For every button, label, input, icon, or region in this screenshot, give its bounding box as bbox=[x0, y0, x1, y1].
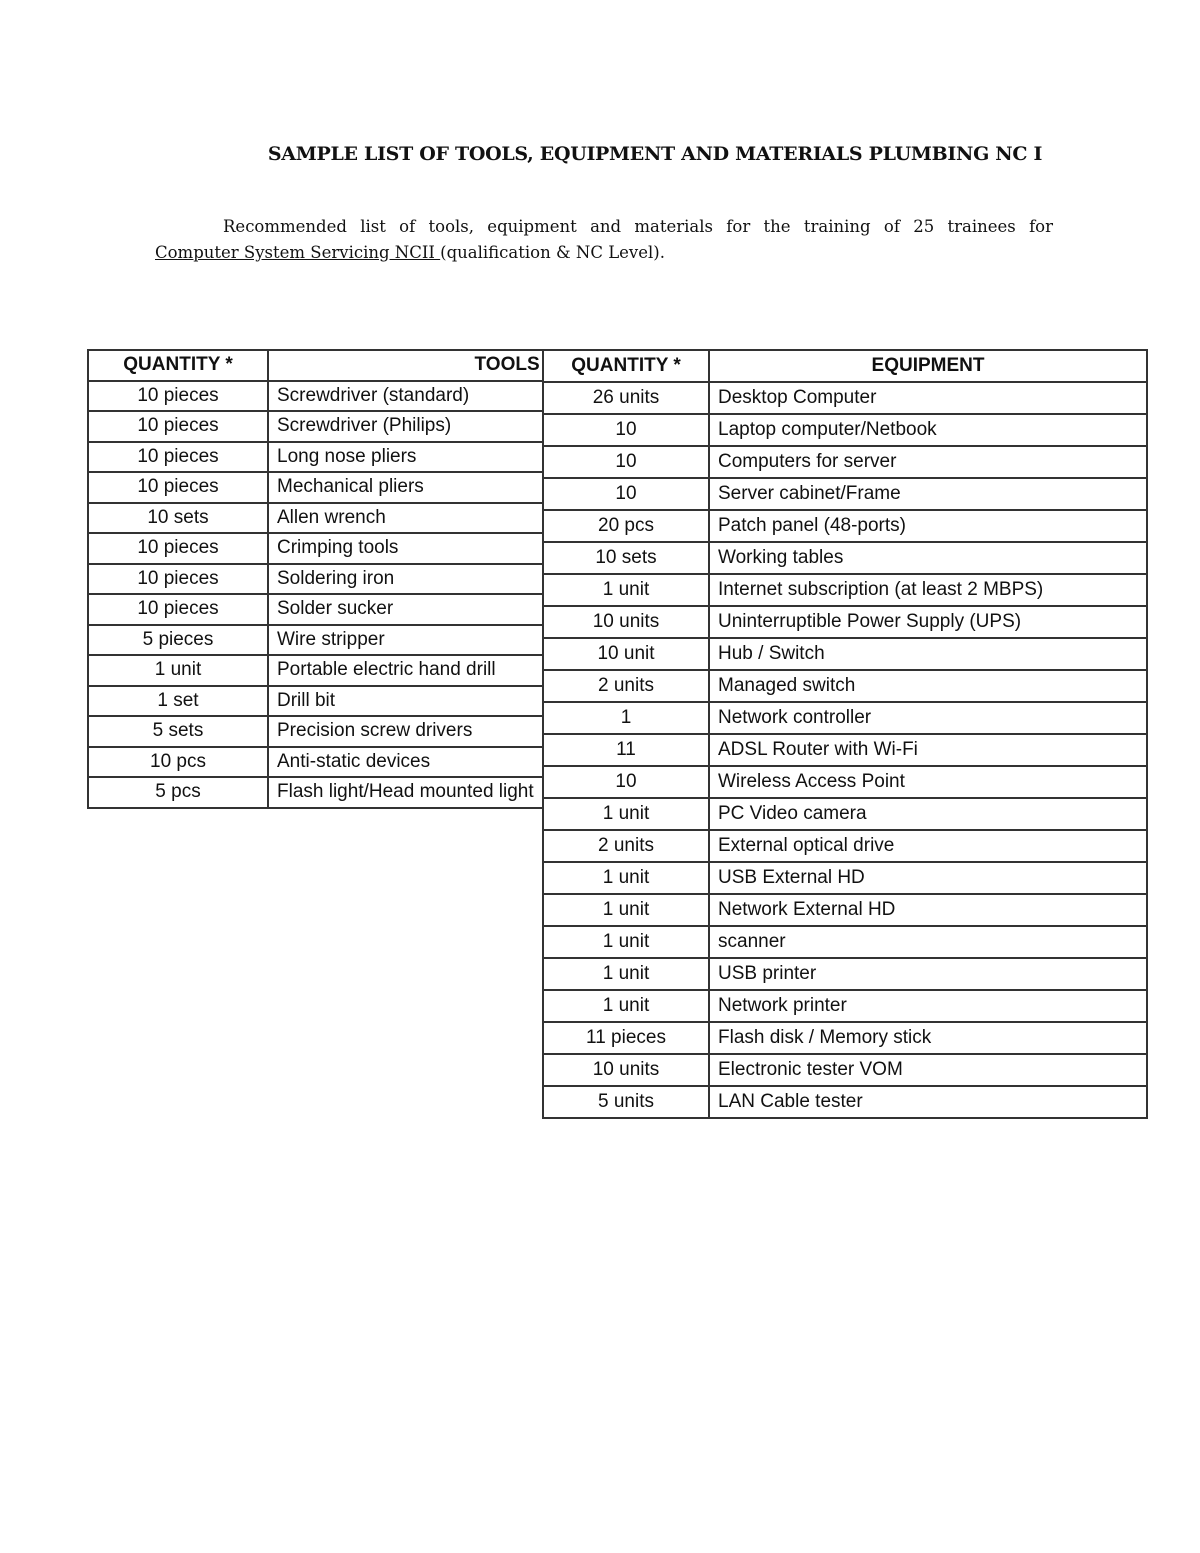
item-cell: Uninterruptible Power Supply (UPS) bbox=[709, 606, 1147, 638]
table-row bbox=[543, 414, 1147, 446]
table-row bbox=[543, 510, 1147, 542]
table-row bbox=[543, 798, 1147, 830]
quantity-cell: 10 pieces bbox=[88, 472, 268, 503]
table-row bbox=[543, 926, 1147, 958]
table-row bbox=[88, 442, 543, 473]
table-row bbox=[543, 478, 1147, 510]
item-cell: Working tables bbox=[709, 542, 1147, 574]
quantity-cell: 10 pieces bbox=[88, 594, 268, 625]
equipment-header: EQUIPMENT bbox=[709, 350, 1147, 382]
quantity-cell: 2 units bbox=[543, 830, 709, 862]
quantity-cell: 1 unit bbox=[88, 655, 268, 686]
item-cell: Wire stripper bbox=[268, 625, 543, 656]
table-row bbox=[543, 382, 1147, 414]
table-row bbox=[543, 894, 1147, 926]
table-row bbox=[543, 766, 1147, 798]
quantity-cell: 10 pieces bbox=[88, 564, 268, 595]
table-row bbox=[543, 958, 1147, 990]
item-cell: Soldering iron bbox=[268, 564, 543, 595]
tools-table bbox=[87, 349, 544, 809]
equipment-table bbox=[542, 349, 1148, 1119]
table-header-row bbox=[88, 350, 543, 381]
quantity-cell: 10 bbox=[543, 478, 709, 510]
quantity-cell: 1 unit bbox=[543, 990, 709, 1022]
table-row bbox=[543, 606, 1147, 638]
item-cell: Managed switch bbox=[709, 670, 1147, 702]
table-row bbox=[88, 747, 543, 778]
item-cell: Hub / Switch bbox=[709, 638, 1147, 670]
item-cell: Computers for server bbox=[709, 446, 1147, 478]
quantity-cell: 5 pieces bbox=[88, 625, 268, 656]
quantity-cell: 10 unit bbox=[543, 638, 709, 670]
item-cell: Wireless Access Point bbox=[709, 766, 1147, 798]
item-cell: Patch panel (48-ports) bbox=[709, 510, 1147, 542]
quantity-cell: 11 pieces bbox=[543, 1022, 709, 1054]
table-row bbox=[543, 670, 1147, 702]
quantity-cell: 10 sets bbox=[88, 503, 268, 534]
table-row bbox=[543, 1086, 1147, 1118]
quantity-cell: 5 sets bbox=[88, 716, 268, 747]
tools-header: TOOLS bbox=[268, 350, 543, 381]
item-cell: Screwdriver (standard) bbox=[268, 381, 543, 412]
table-row bbox=[543, 446, 1147, 478]
quantity-cell: 1 unit bbox=[543, 862, 709, 894]
item-cell: Drill bit bbox=[268, 686, 543, 717]
item-cell: Network controller bbox=[709, 702, 1147, 734]
item-cell: Screwdriver (Philips) bbox=[268, 411, 543, 442]
quantity-cell: 5 units bbox=[543, 1086, 709, 1118]
quantity-cell: 1 unit bbox=[543, 926, 709, 958]
quantity-cell: 10 bbox=[543, 766, 709, 798]
quantity-cell: 10 bbox=[543, 446, 709, 478]
item-cell: Mechanical pliers bbox=[268, 472, 543, 503]
table-row bbox=[88, 686, 543, 717]
table-row bbox=[543, 542, 1147, 574]
quantity-cell: 10 pieces bbox=[88, 442, 268, 473]
quantity-cell: 10 pieces bbox=[88, 381, 268, 412]
item-cell: Desktop Computer bbox=[709, 382, 1147, 414]
item-cell: Server cabinet/Frame bbox=[709, 478, 1147, 510]
table-row bbox=[543, 574, 1147, 606]
table-row bbox=[88, 777, 543, 808]
intro-paragraph bbox=[155, 214, 1053, 266]
table-row bbox=[543, 638, 1147, 670]
table-row bbox=[88, 411, 543, 442]
item-cell: Crimping tools bbox=[268, 533, 543, 564]
quantity-cell: 20 pcs bbox=[543, 510, 709, 542]
quantity-cell: 2 units bbox=[543, 670, 709, 702]
quantity-cell: 1 unit bbox=[543, 798, 709, 830]
quantity-cell: 26 units bbox=[543, 382, 709, 414]
table-row bbox=[543, 990, 1147, 1022]
quantity-cell: 10 units bbox=[543, 1054, 709, 1086]
quantity-cell: 10 units bbox=[543, 606, 709, 638]
table-row bbox=[543, 734, 1147, 766]
item-cell: ADSL Router with Wi-Fi bbox=[709, 734, 1147, 766]
quantity-cell: 1 set bbox=[88, 686, 268, 717]
item-cell: LAN Cable tester bbox=[709, 1086, 1147, 1118]
table-row bbox=[88, 381, 543, 412]
quantity-cell: 10 pieces bbox=[88, 533, 268, 564]
item-cell: Portable electric hand drill bbox=[268, 655, 543, 686]
item-cell: Laptop computer/Netbook bbox=[709, 414, 1147, 446]
table-row bbox=[543, 702, 1147, 734]
item-cell: USB External HD bbox=[709, 862, 1147, 894]
table-row bbox=[88, 594, 543, 625]
quantity-cell: 1 unit bbox=[543, 574, 709, 606]
quantity-cell: 1 unit bbox=[543, 958, 709, 990]
table-row bbox=[88, 655, 543, 686]
item-cell: Flash disk / Memory stick bbox=[709, 1022, 1147, 1054]
table-row bbox=[543, 1022, 1147, 1054]
intro-suffix: (qualification & NC Level). bbox=[440, 243, 665, 262]
table-row bbox=[543, 862, 1147, 894]
intro-line: Recommended list of tools, equipment and materials for the training of 25 trainees for bbox=[223, 217, 1053, 236]
item-cell: Precision screw drivers bbox=[268, 716, 543, 747]
quantity-cell: 10 pcs bbox=[88, 747, 268, 778]
table-row bbox=[88, 564, 543, 595]
item-cell: USB printer bbox=[709, 958, 1147, 990]
quantity-cell: 10 bbox=[543, 414, 709, 446]
item-cell: Internet subscription (at least 2 MBPS) bbox=[709, 574, 1147, 606]
page-title: SAMPLE LIST OF TOOLS, EQUIPMENT AND MATERIALS PLUMBING NC I bbox=[267, 143, 1043, 165]
item-cell: Solder sucker bbox=[268, 594, 543, 625]
quantity-cell: 10 sets bbox=[543, 542, 709, 574]
item-cell: Network External HD bbox=[709, 894, 1147, 926]
item-cell: Allen wrench bbox=[268, 503, 543, 534]
qualification-name: Computer System Servicing NCII bbox=[155, 243, 441, 262]
table-header-row bbox=[543, 350, 1147, 382]
quantity-header: QUANTITY * bbox=[543, 350, 709, 382]
table-row bbox=[88, 533, 543, 564]
quantity-cell: 5 pcs bbox=[88, 777, 268, 808]
table-row bbox=[88, 716, 543, 747]
item-cell: Network printer bbox=[709, 990, 1147, 1022]
table-row bbox=[88, 503, 543, 534]
table-row bbox=[88, 625, 543, 656]
item-cell: Electronic tester VOM bbox=[709, 1054, 1147, 1086]
item-cell: External optical drive bbox=[709, 830, 1147, 862]
quantity-cell: 1 bbox=[543, 702, 709, 734]
quantity-cell: 10 pieces bbox=[88, 411, 268, 442]
table-row bbox=[543, 1054, 1147, 1086]
item-cell: Anti-static devices bbox=[268, 747, 543, 778]
item-cell: scanner bbox=[709, 926, 1147, 958]
table-row bbox=[88, 472, 543, 503]
item-cell: PC Video camera bbox=[709, 798, 1147, 830]
quantity-cell: 1 unit bbox=[543, 894, 709, 926]
item-cell: Long nose pliers bbox=[268, 442, 543, 473]
table-row bbox=[543, 830, 1147, 862]
quantity-cell: 11 bbox=[543, 734, 709, 766]
quantity-header: QUANTITY * bbox=[88, 350, 268, 381]
item-cell: Flash light/Head mounted light bbox=[268, 777, 543, 808]
